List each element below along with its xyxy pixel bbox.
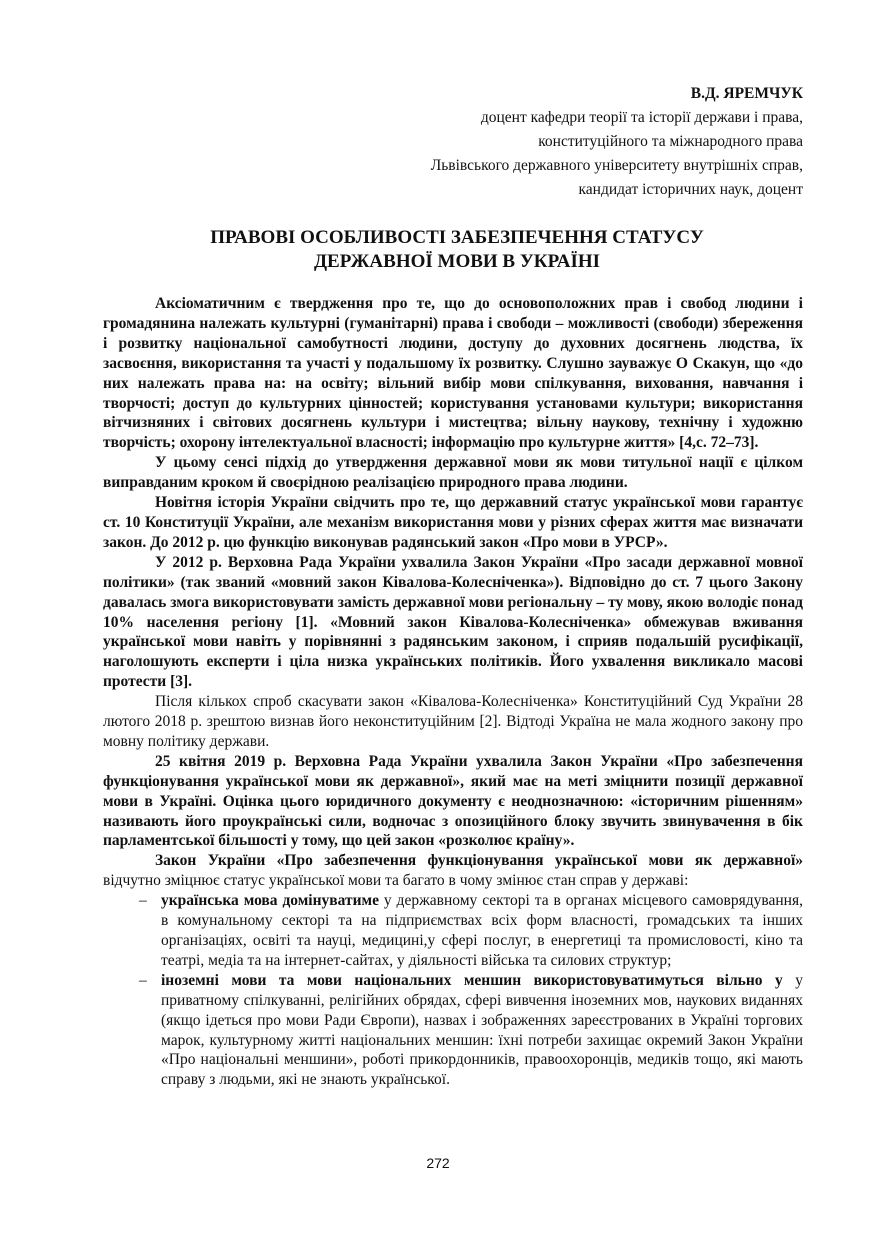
paragraph-4: У 2012 р. Верховна Рада України ухвалила Закон України «Про засади державної мовної політики» (так званий «мовний закон Ківалова-Колесніченка»). Відповідно до ст. 7 цього Закону давалась змога використовувати замість державної мови регіональну – ту мову, якою володіє понад 10% населення регіону [1]. «Мовний закон Ківалова-Колесніченка» обмежував вживання української мови навіть у порівнянні з радянським законом, і сприяв подальшій русифікації, наголошують експерти і ціла низка українських політиків. Його ухвалення викликало масові протести [3]. [103,553,803,691]
author-affiliation-line: конституційного та міжнародного права [538,133,803,150]
law-provisions-list [103,891,803,1090]
author-affiliation-line: доцент кафедри теорії та історії держави і права, [480,109,803,126]
paragraph-1: Аксіоматичним є твердження про те, що до основоположних прав і свобод людини і громадянина належать культурні (гуманітарні) права і свободи – можливості (свободи) збереження і розвитку національної самобутності людини, доступу до духовних досягнень людства, їх засвоєння, використання та участі у подальшому їх розвитку. Слушно зауважує О Скакун, що «до них належать права на: на освіту; вільний вибір мови спілкування, виховання, навчання і творчості; доступ до культурних цінностей; користування установами культури; використання вітчизняних і світових досягнень культури і мистецтва; вільну наукову, технічну і художню творчість; охорону інтелектуальної власності; інформацію про культурне життя» [4,с. 72–73]. [103,295,803,452]
title-line-1: ПРАВОВІ ОСОБЛИВОСТІ ЗАБЕЗПЕЧЕННЯ СТАТУСУ [210,227,704,248]
paragraph-7-bold: Закон України «Про забезпечення функціонування української мови як державної» [155,852,803,870]
dash-bullet-icon: – [139,971,147,989]
page-number: 272 [426,1155,450,1171]
list-item-1-bold: українська мова домінуватиме [161,892,379,910]
author-name: В.Д. ЯРЕМЧУК [690,85,803,102]
author-affiliation-line: кандидат історичних наук, доцент [578,181,803,198]
article-body [103,294,803,1090]
paragraph-3: Новітня історія України свідчить про те, що державний статус української мови гарантує ст. 10 Конституції України, але механізм використання мови у різних сферах життя має визначати закон. До 2012 р. цю функцію виконував радянський закон «Про мови в УРСР». [103,494,803,551]
title-line-2: ДЕРЖАВНОЇ МОВИ В УКРАЇНІ [313,251,601,272]
list-item-2-rest: у приватному спілкуванні, релігійних обрядах, сфері вивчення іноземних мов, наукових виданнях (якщо ідеться про мови Ради Європи), назвах і зображеннях зареєстрованих в Україні торгових марок, культурному житті національних меншин: їхні потреби захищає окремий Закон України «Про національні меншини», роботі прикордонників, правоохоронців, медиків тощо, які мають справу з людьми, які не знають української. [161,971,804,1089]
list-item-2-bold: іноземні мови та мови національних меншин використовуватимуться вільно у [161,971,783,989]
paragraph-6: 25 квітня 2019 р. Верховна Рада України ухвалила Закон України «Про забезпечення функціонування української мови як державної», який має на меті зміцнити позиції державної мови в Україні. Оцінка цього юридичного документу є неоднозначною: «історичним рішенням» називають його проукраїнські сили, водночас з опозиційного блоку звучить звинувачення в бік парламентської більшості у тому, що цей закон «розколює країну». [103,752,803,850]
list-item-1-rest: у державному секторі та в органах місцевого самоврядування, в комунальному секторі та на підприємствах всіх форм власності, громадських та інших організаціях, освіті та науці, медицині,у сфері послуг, в енергетиці та промисловості, кіно та театрі, медіа та на інтернет-сайтах, у діяльності війська та силових структур; [161,892,803,969]
paragraph-7 [103,851,803,891]
paragraph-2: У цьому сенсі підхід до утвердження державної мови як мови титульної нації є цілком виправданим кроком й своєрідною реалізацією природного права людини. [103,454,803,492]
dash-bullet-icon: – [139,892,147,910]
list-item [103,971,803,1090]
author-block [103,82,803,202]
author-affiliation-line: Львівського державного університету внутрішніх справ, [430,157,803,174]
list-item [103,891,803,971]
page-content [103,82,803,1090]
paragraph-7-rest: відчутно зміцнює статус української мови та багато в чому змінює стан справ у державі: [103,872,689,890]
article-title [103,226,803,274]
paragraph-5: Після кількох спроб скасувати закон «Ківалова-Колесніченка» Конституційний Суд України 28 лютого 2018 р. зрештою визнав його неконституційним [2]. Відтоді Україна не мала жодного закону про мовну політику держави. [103,693,803,750]
